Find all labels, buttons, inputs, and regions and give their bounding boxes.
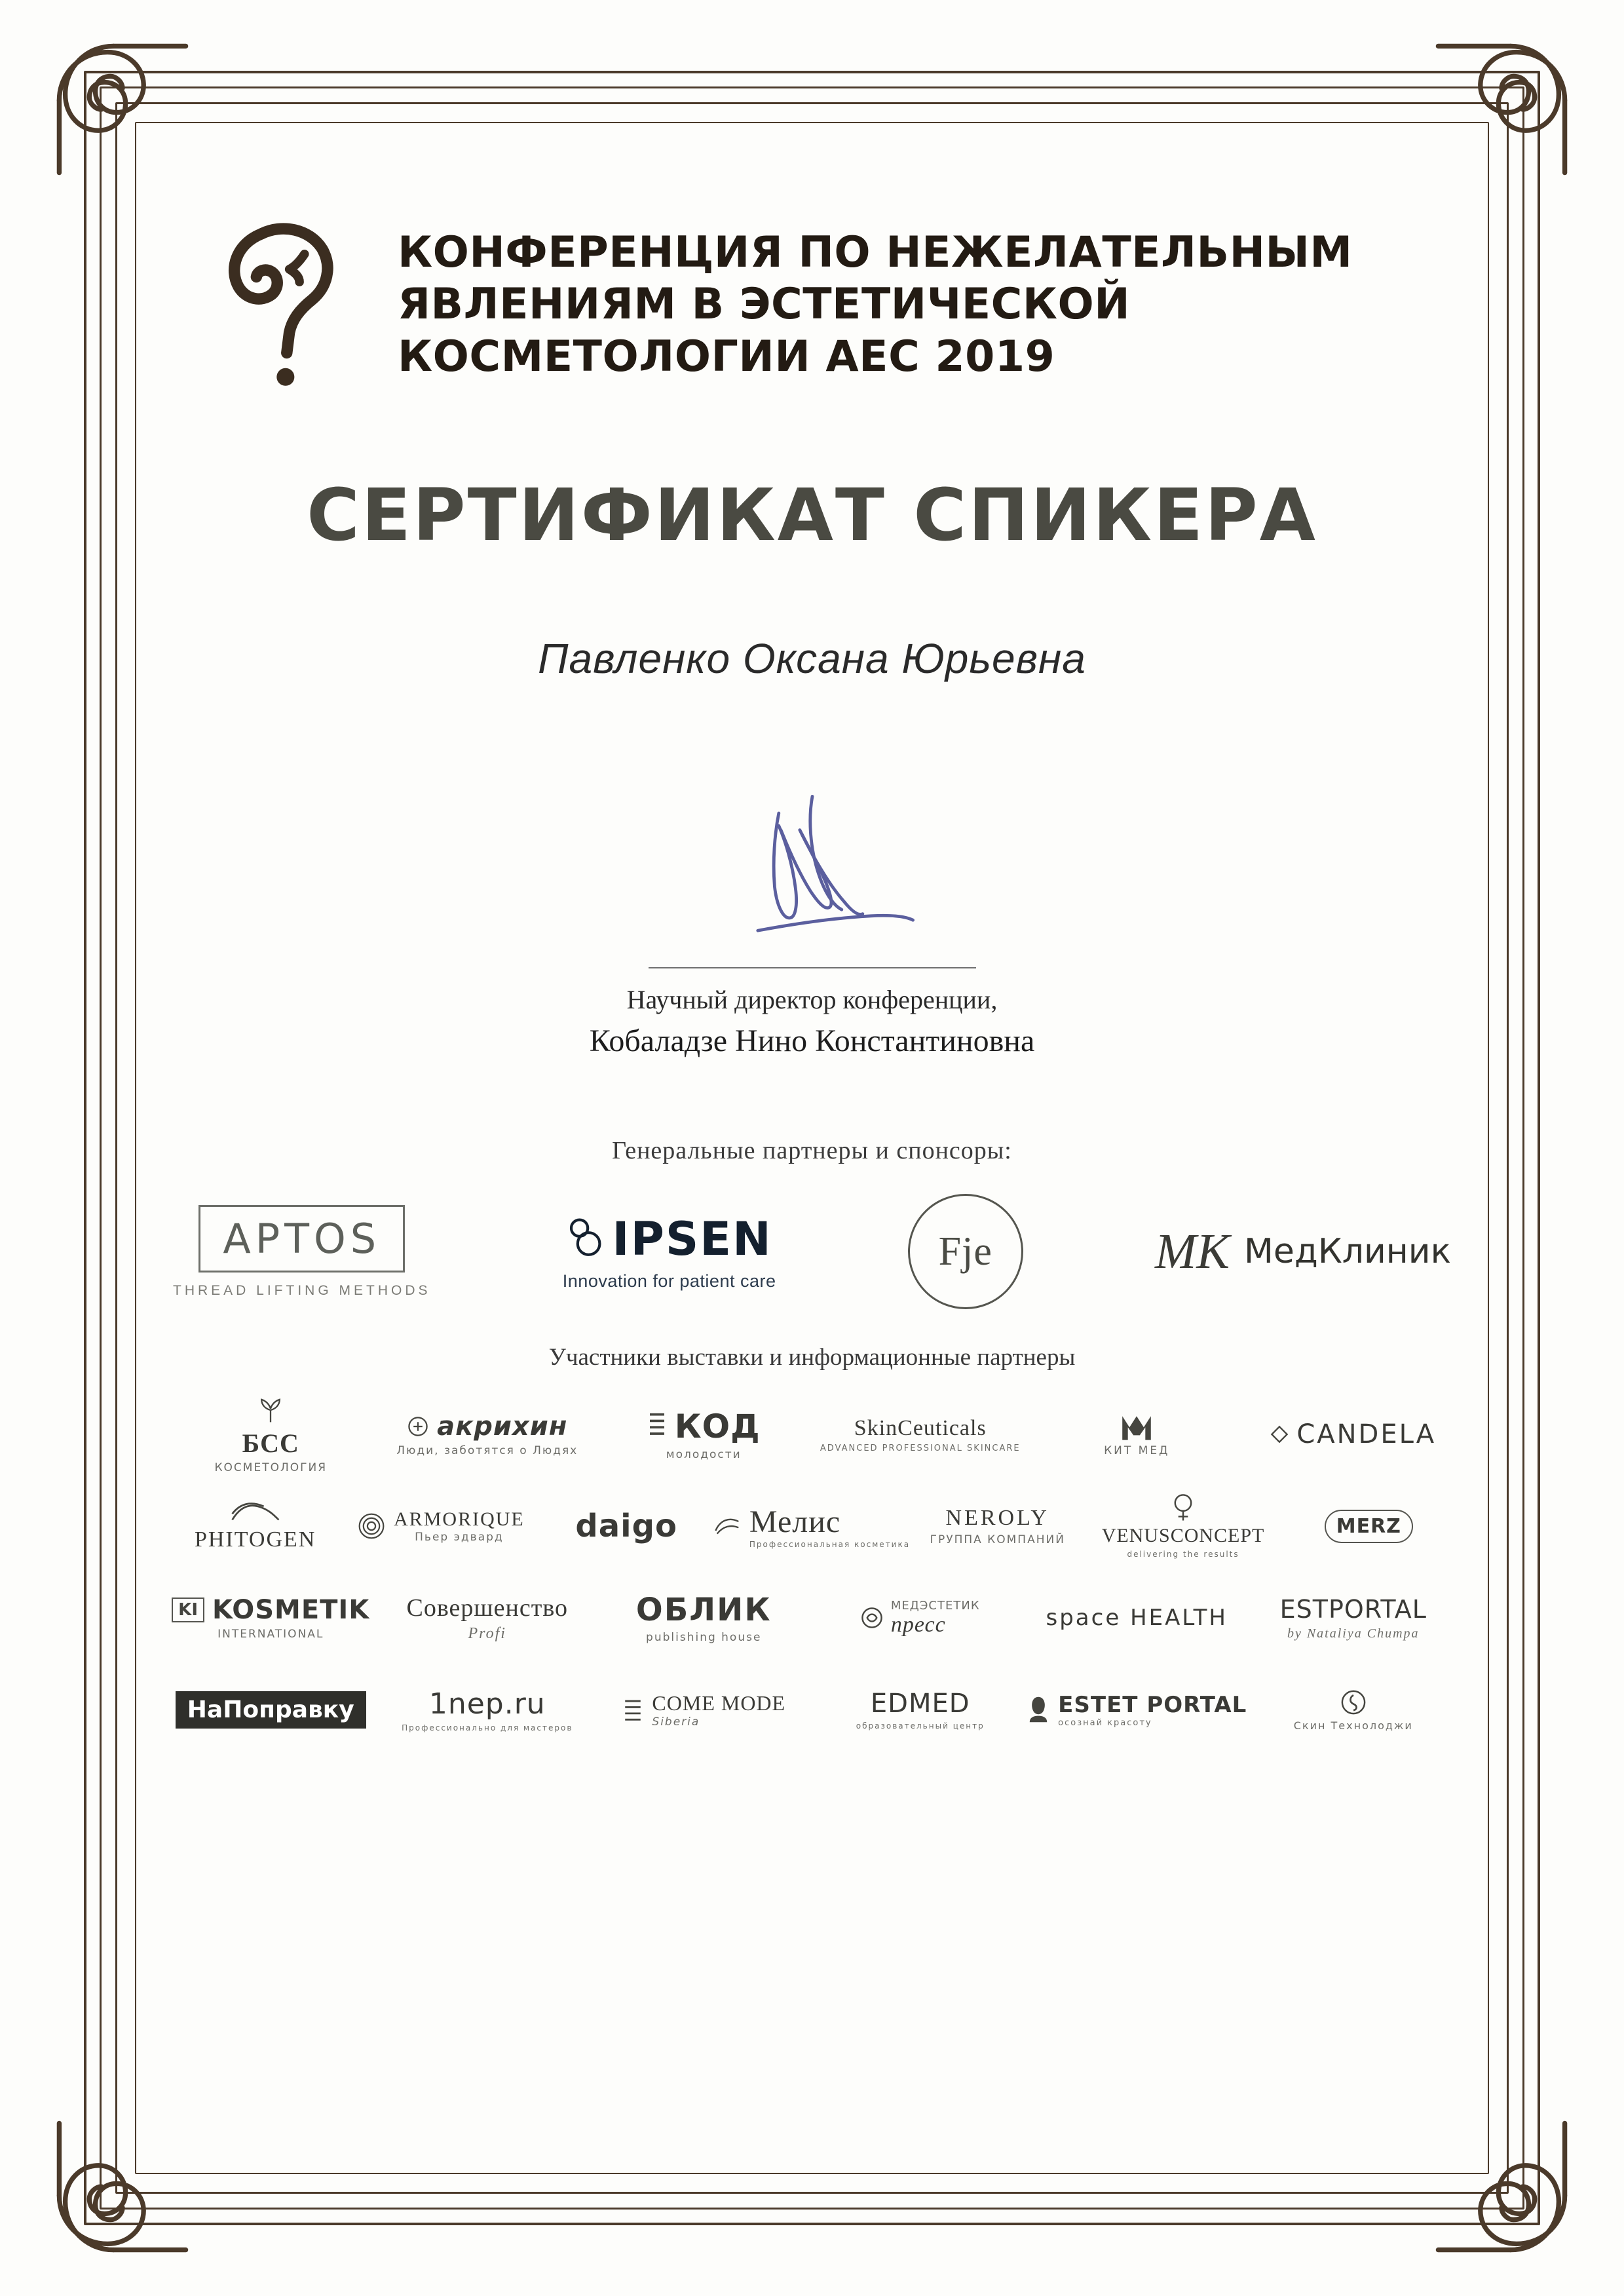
exhibitor-logo-spacehealth bbox=[1029, 1605, 1245, 1631]
neroly-wordmark: NEROLY bbox=[945, 1506, 1049, 1530]
certificate-title: СЕРТИФИКАТ СПИКЕРА bbox=[307, 473, 1317, 557]
1nep-tagline: Профессионально для мастеров bbox=[402, 1723, 573, 1732]
ipsen-wordmark-row bbox=[567, 1212, 772, 1266]
certificate-content bbox=[157, 151, 1467, 2145]
exhibitor-logo-venusconcept bbox=[1090, 1493, 1275, 1559]
handwritten-signature-icon bbox=[655, 768, 970, 984]
venus-mark-icon bbox=[1170, 1493, 1196, 1522]
exhibitor-logo-1nep bbox=[379, 1687, 596, 1732]
exhibitor-logo-sovershenstvo bbox=[379, 1594, 596, 1643]
1nep-wordmark: 1nep.ru bbox=[428, 1687, 546, 1721]
skintech-seal-icon bbox=[1339, 1688, 1368, 1717]
exhibitor-logo-merz bbox=[1276, 1510, 1462, 1543]
exhibitor-logo-neroly bbox=[905, 1506, 1090, 1546]
kod-wordmark: КОД bbox=[674, 1407, 761, 1445]
general-partners-row bbox=[157, 1194, 1467, 1309]
estetportal-wordmark: ESTET PORTAL bbox=[1058, 1691, 1247, 1718]
recipient-name: Павленко Оксана Юрьевна bbox=[538, 635, 1086, 682]
oblik-tagline: publishing house bbox=[646, 1631, 762, 1644]
partner-logo-fje bbox=[908, 1194, 1023, 1309]
exhibitor-logo-daigo bbox=[534, 1508, 719, 1544]
akrihin-mark-icon bbox=[407, 1415, 429, 1438]
medestetik-mark-icon bbox=[861, 1607, 883, 1629]
exhibitor-logo-candela bbox=[1245, 1419, 1462, 1449]
armorique-tagline: Пьер эдвард bbox=[415, 1531, 504, 1544]
kosmetik-tagline: INTERNATIONAL bbox=[217, 1628, 324, 1641]
exhibitor-row bbox=[157, 1575, 1467, 1661]
bss-wordmark: БCC bbox=[242, 1428, 299, 1458]
general-partners-heading: Генеральные партнеры и спонсоры: bbox=[612, 1137, 1012, 1164]
exhibitor-row bbox=[157, 1391, 1467, 1478]
medestetik-press: пресс bbox=[890, 1612, 946, 1637]
daigo-wordmark: daigo bbox=[575, 1508, 677, 1544]
estetportal-tagline: осознай красоту bbox=[1058, 1717, 1152, 1728]
estportal-tagline: by Nataliya Chumpa bbox=[1287, 1626, 1420, 1641]
exhibitor-logo-oblik bbox=[595, 1592, 812, 1644]
exhibitor-logo-skintechnology bbox=[1245, 1688, 1462, 1732]
comemode-wordmark: COME MODE bbox=[652, 1691, 786, 1715]
conference-title: КОНФЕРЕНЦИЯ ПО НЕЖЕЛАТЕЛЬНЫМ ЯВЛЕНИЯМ В ЭСТЕТИЧЕСКОЙ КОСМЕТОЛОГИИ АЕС 2019 bbox=[398, 228, 1353, 381]
medestetik-wordmark: МЕДЭСТЕТИК bbox=[890, 1598, 980, 1613]
exhibitor-logo-akrihin bbox=[379, 1411, 596, 1457]
comemode-tagline: Siberia bbox=[652, 1715, 700, 1729]
partner-logo-medclinic bbox=[1155, 1223, 1451, 1280]
exhibitor-logo-bss bbox=[162, 1395, 379, 1474]
exhibitor-logo-kod bbox=[595, 1407, 812, 1461]
aptos-wordmark: APTOS bbox=[198, 1205, 405, 1272]
melis-swirl-icon bbox=[714, 1515, 742, 1537]
medclinic-wordmark: МедКлиник bbox=[1244, 1232, 1451, 1271]
exhibitor-logo-edmed bbox=[812, 1689, 1029, 1731]
exhibitor-logo-grid bbox=[157, 1391, 1467, 1753]
kitmed-wordmark: КИТ МЕД bbox=[1104, 1444, 1170, 1457]
spacehealth-wordmark: space HEALTH bbox=[1046, 1605, 1228, 1631]
signature-block bbox=[157, 768, 1467, 1059]
venusconcept-tagline: delivering the results bbox=[1127, 1550, 1239, 1559]
medclinic-row bbox=[1155, 1223, 1451, 1280]
melis-wordmark: Мелис bbox=[749, 1504, 841, 1539]
exhibitors-heading: Участники выставки и информационные партнеры bbox=[548, 1344, 1076, 1371]
neroly-tagline: ГРУППА КОМПАНИЙ bbox=[930, 1533, 1065, 1546]
kosmetik-wordmark: KOSMETIK bbox=[212, 1595, 370, 1625]
exhibitor-logo-armorique bbox=[348, 1508, 533, 1544]
exhibitor-logo-comemode bbox=[595, 1691, 812, 1729]
exhibitor-logo-estetportal bbox=[1029, 1692, 1245, 1728]
sovershenstvo-tagline: Profi bbox=[468, 1624, 506, 1642]
ki-monogram-icon: KI bbox=[172, 1598, 204, 1622]
partner-logo-aptos bbox=[173, 1205, 431, 1299]
barcode-icon bbox=[647, 1412, 667, 1441]
exhibitor-logo-kosmetik bbox=[162, 1595, 379, 1641]
melis-tagline: Профессиональная косметика bbox=[749, 1539, 911, 1549]
kitmed-mark-icon bbox=[1119, 1411, 1154, 1442]
exhibitor-logo-skinceuticals bbox=[812, 1416, 1029, 1453]
ipsen-wordmark: IPSEN bbox=[612, 1212, 772, 1266]
exhibitor-logo-estportal bbox=[1245, 1595, 1462, 1641]
kod-tagline: молодости bbox=[666, 1448, 742, 1461]
partner-logo-ipsen bbox=[563, 1212, 776, 1292]
skinceuticals-tagline: ADVANCED PROFESSIONAL SKINCARE bbox=[820, 1443, 1021, 1453]
fje-wordmark: Fje bbox=[908, 1194, 1023, 1309]
tree-icon bbox=[255, 1395, 286, 1425]
bust-icon bbox=[1027, 1695, 1050, 1724]
exhibitor-logo-medestetikpress bbox=[812, 1599, 1029, 1637]
conference-header bbox=[157, 151, 1467, 401]
comemode-mark-icon bbox=[622, 1696, 644, 1723]
exhibitor-row bbox=[157, 1666, 1467, 1753]
napopravku-wordmark: НаПоправку bbox=[176, 1691, 366, 1729]
candela-wordmark: CANDELA bbox=[1296, 1419, 1437, 1449]
skintechnology-wordmark: Скин Технолоджи bbox=[1293, 1719, 1413, 1732]
candela-mark-icon bbox=[1270, 1425, 1289, 1444]
medclinic-monogram: MK bbox=[1155, 1223, 1230, 1279]
exhibitor-logo-napopravku bbox=[162, 1691, 379, 1729]
ipsen-tagline: Innovation for patient care bbox=[562, 1271, 776, 1291]
exhibitor-row bbox=[157, 1483, 1467, 1569]
bss-tagline: КОСМЕТОЛОГИЯ bbox=[214, 1461, 328, 1474]
estportal-wordmark: ESTPORTAL bbox=[1279, 1594, 1427, 1624]
exhibitor-logo-melis bbox=[719, 1504, 911, 1549]
edmed-wordmark: EDMED bbox=[870, 1689, 970, 1719]
ipsen-mark-icon bbox=[567, 1216, 603, 1262]
signature-role: Научный директор конференции, bbox=[626, 985, 998, 1014]
exhibitor-logo-phitogen bbox=[162, 1500, 348, 1552]
aptos-tagline: THREAD LIFTING METHODS bbox=[173, 1282, 431, 1298]
skinceuticals-wordmark: SkinCeuticals bbox=[854, 1415, 987, 1440]
oblik-wordmark: ОБЛИК bbox=[635, 1592, 772, 1628]
wave-icon bbox=[229, 1500, 282, 1525]
phitogen-wordmark: PHITOGEN bbox=[194, 1527, 316, 1552]
akrihin-wordmark: акрихин bbox=[437, 1411, 568, 1442]
armorique-wordmark: ARMORIQUE bbox=[394, 1508, 525, 1530]
merz-wordmark: MERZ bbox=[1325, 1510, 1413, 1543]
edmed-tagline: образовательный центр bbox=[856, 1721, 985, 1731]
akrihin-tagline: Люди, заботятся о Людях bbox=[396, 1444, 578, 1457]
exhibitor-logo-kitmed bbox=[1029, 1411, 1245, 1457]
armorique-seal-icon bbox=[357, 1512, 386, 1540]
sovershenstvo-wordmark: Совершенство bbox=[406, 1594, 569, 1622]
conference-face-logo-icon bbox=[215, 211, 369, 401]
venusconcept-wordmark: VENUSCONCEPT bbox=[1101, 1525, 1265, 1546]
signature-line bbox=[649, 967, 976, 968]
signature-name: Кобаладзе Нино Константиновна bbox=[589, 1024, 1035, 1058]
